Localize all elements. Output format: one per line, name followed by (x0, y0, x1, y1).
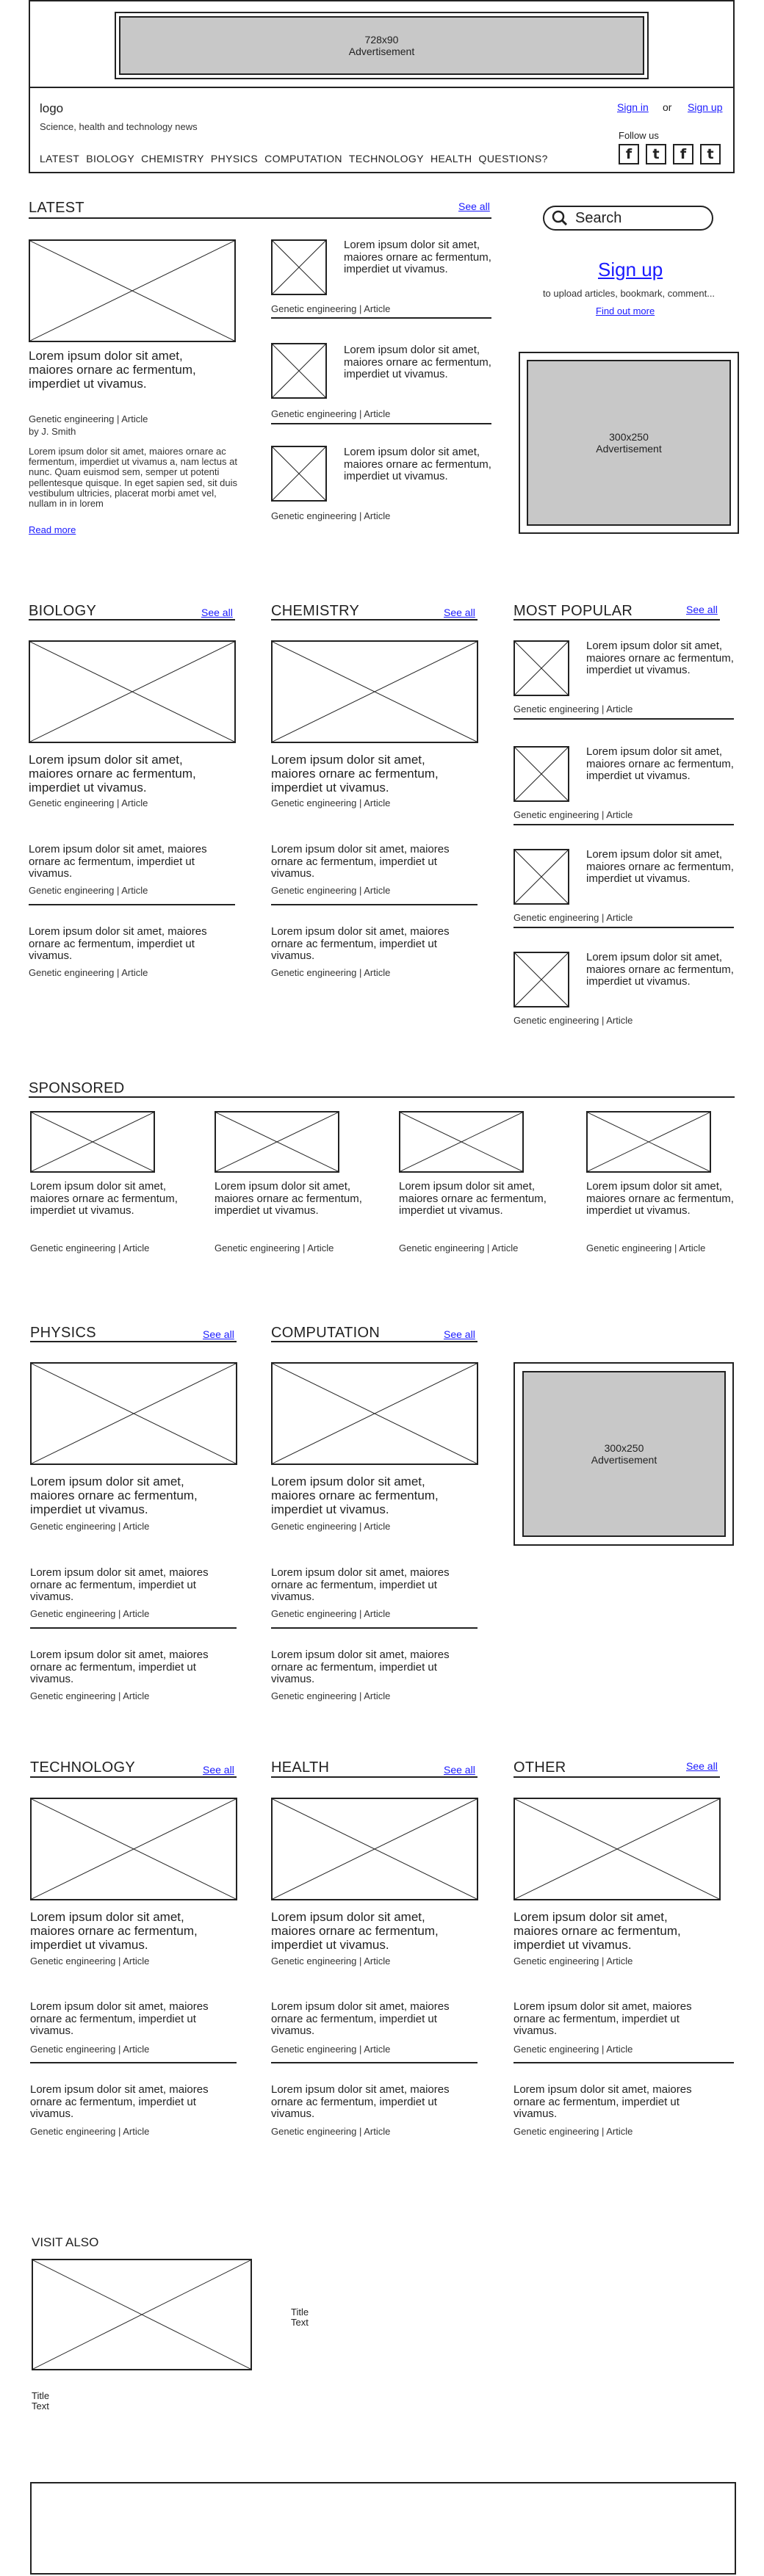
article-title[interactable]: Lorem ipsum dolor sit amet, maiores ornare ac fermentum, imperdiet ut vivamus. (30, 1649, 209, 1685)
ad-size: 728x90 (364, 34, 399, 46)
image-placeholder[interactable] (29, 640, 236, 743)
article-meta: Genetic engineering | Article (271, 510, 391, 521)
article-title[interactable]: Lorem ipsum dolor sit amet, maiores ornare ac fermentum, imperdiet ut vivamus. (30, 2000, 209, 2037)
image-placeholder[interactable] (30, 1798, 237, 1900)
article-meta: Genetic engineering | Article (513, 2126, 633, 2137)
thumbnail[interactable] (271, 343, 327, 399)
section-heading-biology: BIOLOGY (29, 603, 97, 619)
article-meta: Genetic engineering | Article (513, 1015, 633, 1026)
search-icon (552, 210, 568, 226)
divider (513, 824, 734, 825)
section-heading-health: HEALTH (271, 1759, 330, 1776)
see-all-link[interactable]: See all (458, 200, 490, 212)
ad-label: Advertisement (596, 443, 662, 455)
image-placeholder[interactable] (513, 1798, 721, 1900)
article-meta: Genetic engineering | Article (30, 1242, 150, 1253)
sign-up-cta[interactable]: Sign up (598, 258, 663, 281)
article-title[interactable]: Lorem ipsum dolor sit amet, maiores ornare ac fermentum, imperdiet ut vivamus. (344, 239, 491, 275)
visit-also-item[interactable] (32, 2391, 49, 2412)
image-placeholder[interactable] (399, 1111, 524, 1173)
image-placeholder[interactable] (271, 640, 478, 743)
search-box[interactable] (543, 206, 713, 231)
or-text: or (663, 101, 672, 113)
article-title[interactable]: Lorem ipsum dolor sit amet, maiores ornare ac fermentum, imperdiet ut vivamus. (586, 951, 734, 988)
ad-size: 300x250 (604, 1442, 644, 1454)
image-placeholder[interactable] (32, 2259, 252, 2370)
ad-label: Advertisement (348, 46, 415, 57)
article-meta: Genetic engineering | Article (29, 413, 148, 424)
article-title[interactable]: Lorem ipsum dolor sit amet, maiores ornare ac fermentum, imperdiet ut vivamus. (344, 344, 491, 380)
byline: by J. Smith (29, 426, 76, 437)
see-all-link[interactable]: See all (686, 1760, 718, 1772)
divider (513, 2062, 734, 2063)
visit-title: Title (32, 2390, 50, 2401)
article-meta: Genetic engineering | Article (271, 303, 391, 314)
divider (513, 718, 734, 720)
article-meta: Genetic engineering | Article (513, 1955, 633, 1967)
article-meta: Genetic engineering | Article (271, 1608, 391, 1619)
article-meta: Genetic engineering | Article (271, 1521, 391, 1532)
article-title[interactable]: Lorem ipsum dolor sit amet, maiores ornare ac fermentum, imperdiet ut vivamus. (30, 2083, 209, 2120)
divider (29, 904, 235, 905)
section-heading-chemistry: CHEMISTRY (271, 603, 360, 619)
nav-health[interactable]: HEALTH (430, 153, 472, 164)
section-underline (271, 1776, 478, 1778)
excerpt: Lorem ipsum dolor sit amet, maiores ornare ac fermentum, imperdiet ut vivamus a, nam lectus at nunc. Quam euismod sem, semper ut potenti pellentesque quisque. In eget sapien sed, sit duis vestibulum ultricies, placerat morbi amet vel, nullam in in lorem (29, 446, 238, 510)
article-title[interactable]: Lorem ipsum dolor sit amet, maiores ornare ac fermentum, imperdiet ut vivamus. (586, 640, 734, 676)
visit-text: Text (291, 2317, 309, 2328)
facebook-icon[interactable]: f (619, 144, 639, 164)
social-icons (619, 144, 721, 164)
nav-physics[interactable]: PHYSICS (210, 153, 259, 164)
image-placeholder[interactable] (30, 1111, 155, 1173)
article-title[interactable]: Lorem ipsum dolor sit amet, maiores ornare ac fermentum, imperdiet ut vivamus. (586, 745, 734, 782)
headline[interactable]: Lorem ipsum dolor sit amet, maiores ornare ac fermentum, imperdiet ut vivamus. (271, 1910, 439, 1952)
article-meta: Genetic engineering | Article (513, 2044, 633, 2055)
mid-ad[interactable] (522, 1371, 726, 1537)
section-underline (271, 1341, 478, 1342)
divider (271, 317, 491, 319)
logo[interactable]: logo (40, 101, 64, 115)
sign-in-link[interactable]: Sign in (617, 101, 649, 113)
visit-title: Title (291, 2307, 309, 2318)
see-all-link[interactable]: See all (203, 1764, 234, 1776)
article-title[interactable]: Lorem ipsum dolor sit amet, maiores ornare ac fermentum, imperdiet ut vivamus. (271, 1649, 450, 1685)
image-placeholder[interactable] (586, 1111, 711, 1173)
article-title[interactable]: Lorem ipsum dolor sit amet, maiores ornare ac fermentum, imperdiet ut vivamus. (399, 1180, 547, 1217)
article-title[interactable]: Lorem ipsum dolor sit amet, maiores ornare ac fermentum, imperdiet ut vivamus. (586, 848, 734, 885)
article-title[interactable]: Lorem ipsum dolor sit amet, maiores ornare ac fermentum, imperdiet ut vivamus. (215, 1180, 362, 1217)
article-meta: Genetic engineering | Article (30, 2126, 150, 2137)
article-title[interactable]: Lorem ipsum dolor sit amet, maiores ornare ac fermentum, imperdiet ut vivamus. (344, 446, 491, 482)
ad-size: 300x250 (609, 431, 649, 443)
section-heading-most-popular: MOST POPULAR (513, 603, 633, 619)
article-title[interactable]: Lorem ipsum dolor sit amet, maiores ornare ac fermentum, imperdiet ut vivamus. (513, 2000, 692, 2037)
visit-also-item[interactable] (291, 2307, 309, 2328)
follow-us-label: Follow us (619, 130, 659, 141)
divider (271, 2062, 478, 2063)
section-underline (513, 1776, 720, 1778)
section-heading-computation: COMPUTATION (271, 1325, 381, 1341)
article-title[interactable]: Lorem ipsum dolor sit amet, maiores ornare ac fermentum, imperdiet ut vivamus. (271, 843, 450, 880)
headline[interactable]: Lorem ipsum dolor sit amet, maiores ornare ac fermentum, imperdiet ut vivamus. (271, 753, 439, 795)
article-meta: Genetic engineering | Article (513, 703, 633, 714)
headline[interactable]: Lorem ipsum dolor sit amet, maiores ornare ac fermentum, imperdiet ut vivamus. (30, 1475, 198, 1516)
article-title[interactable]: Lorem ipsum dolor sit amet, maiores ornare ac fermentum, imperdiet ut vivamus. (30, 1180, 178, 1217)
nav-computation[interactable]: COMPUTATION (264, 153, 342, 164)
article-title[interactable]: Lorem ipsum dolor sit amet, maiores ornare ac fermentum, imperdiet ut vivamus. (29, 925, 207, 962)
article-meta: Genetic engineering | Article (399, 1242, 519, 1253)
footer (30, 2482, 736, 2575)
article-meta: Genetic engineering | Article (513, 809, 633, 820)
article-meta: Genetic engineering | Article (271, 2126, 391, 2137)
nav-biology[interactable]: BIOLOGY (86, 153, 135, 164)
article-meta: Genetic engineering | Article (586, 1242, 706, 1253)
article-title[interactable]: Lorem ipsum dolor sit amet, maiores ornare ac fermentum, imperdiet ut vivamus. (271, 2083, 450, 2120)
twitter-icon[interactable]: t (646, 144, 666, 164)
main-nav (40, 153, 555, 164)
section-heading-visit-also: VISIT ALSO (32, 2235, 99, 2249)
article-title[interactable]: Lorem ipsum dolor sit amet, maiores ornare ac fermentum, imperdiet ut vivamus. (271, 925, 450, 962)
headline[interactable]: Lorem ipsum dolor sit amet, maiores ornare ac fermentum, imperdiet ut vivamus. (30, 1910, 198, 1952)
read-more-link[interactable]: Read more (29, 524, 76, 535)
find-out-more-link[interactable]: Find out more (596, 305, 655, 316)
divider (271, 1627, 478, 1629)
article-title[interactable]: Lorem ipsum dolor sit amet, maiores ornare ac fermentum, imperdiet ut vivamus. (271, 2000, 450, 2037)
section-underline (30, 1341, 237, 1342)
tumblr-icon[interactable]: t (700, 144, 721, 164)
article-meta: Genetic engineering | Article (30, 1608, 150, 1619)
sign-up-link[interactable]: Sign up (688, 101, 723, 113)
article-meta: Genetic engineering | Article (30, 1690, 150, 1701)
article-title[interactable]: Lorem ipsum dolor sit amet, maiores ornare ac fermentum, imperdiet ut vivamus. (586, 1180, 734, 1217)
article-title[interactable]: Lorem ipsum dolor sit amet, maiores ornare ac fermentum, imperdiet ut vivamus. (271, 1566, 450, 1603)
image-placeholder[interactable] (30, 1362, 237, 1465)
article-meta: Genetic engineering | Article (271, 2044, 391, 2055)
top-ad-banner[interactable] (119, 16, 644, 75)
image-placeholder[interactable] (271, 1362, 478, 1465)
see-all-link[interactable]: See all (686, 604, 718, 615)
divider (271, 904, 478, 905)
article-meta: Genetic engineering | Article (30, 1955, 150, 1967)
headline[interactable]: Lorem ipsum dolor sit amet, maiores ornare ac fermentum, imperdiet ut vivamus. (29, 753, 196, 795)
section-underline (29, 217, 491, 219)
ad-label: Advertisement (591, 1454, 657, 1466)
image-placeholder[interactable] (29, 239, 236, 342)
thumbnail[interactable] (513, 849, 569, 905)
article-meta: Genetic engineering | Article (271, 1690, 391, 1701)
nav-latest[interactable]: LATEST (40, 153, 80, 164)
nav-chemistry[interactable]: CHEMISTRY (141, 153, 204, 164)
article-meta: Genetic engineering | Article (271, 885, 391, 896)
thumbnail[interactable] (513, 952, 569, 1007)
see-all-link[interactable]: See all (203, 1328, 234, 1340)
article-meta: Genetic engineering | Article (271, 408, 391, 419)
article-meta: Genetic engineering | Article (215, 1242, 334, 1253)
headline[interactable]: Lorem ipsum dolor sit amet, maiores ornare ac fermentum, imperdiet ut vivamus. (271, 1475, 439, 1516)
see-all-link[interactable]: See all (444, 1764, 475, 1776)
article-meta: Genetic engineering | Article (271, 797, 391, 808)
see-all-link[interactable]: See all (201, 607, 233, 618)
divider (513, 927, 734, 928)
article-meta: Genetic engineering | Article (29, 885, 148, 896)
article-meta: Genetic engineering | Article (271, 1955, 391, 1967)
headline[interactable]: Lorem ipsum dolor sit amet, maiores ornare ac fermentum, imperdiet ut vivamus. (513, 1910, 681, 1952)
facebook-icon[interactable]: f (673, 144, 693, 164)
section-underline (271, 619, 478, 621)
thumbnail[interactable] (271, 239, 327, 295)
tagline: Science, health and technology news (40, 121, 198, 132)
section-heading-sponsored: SPONSORED (29, 1080, 125, 1096)
section-heading-technology: TECHNOLOGY (30, 1759, 136, 1776)
article-meta: Genetic engineering | Article (30, 1521, 150, 1532)
article-meta: Genetic engineering | Article (513, 912, 633, 923)
article-meta: Genetic engineering | Article (30, 2044, 150, 2055)
nav-questions[interactable]: QUESTIONS? (478, 153, 548, 164)
see-all-link[interactable]: See all (444, 607, 475, 618)
divider (271, 423, 491, 424)
section-heading-latest: LATEST (29, 200, 84, 216)
headline[interactable]: Lorem ipsum dolor sit amet, maiores ornare ac fermentum, imperdiet ut vivamus. (29, 349, 196, 391)
section-underline (30, 1776, 237, 1778)
signup-description: to upload articles, bookmark, comment... (542, 288, 716, 299)
article-meta: Genetic engineering | Article (29, 967, 148, 978)
divider (30, 1627, 237, 1629)
article-meta: Genetic engineering | Article (271, 967, 391, 978)
image-placeholder[interactable] (215, 1111, 339, 1173)
sidebar-ad[interactable] (527, 360, 731, 526)
thumbnail[interactable] (513, 640, 569, 696)
nav-technology[interactable]: TECHNOLOGY (348, 153, 424, 164)
article-title[interactable]: Lorem ipsum dolor sit amet, maiores ornare ac fermentum, imperdiet ut vivamus. (30, 1566, 209, 1603)
section-underline (513, 619, 720, 621)
header-divider (29, 87, 735, 88)
thumbnail[interactable] (513, 746, 569, 802)
see-all-link[interactable]: See all (444, 1328, 475, 1340)
section-underline (29, 1096, 735, 1098)
search-placeholder: Search (575, 209, 622, 226)
section-underline (29, 619, 235, 621)
article-meta: Genetic engineering | Article (29, 797, 148, 808)
image-placeholder[interactable] (271, 1798, 478, 1900)
divider (30, 2062, 237, 2063)
article-title[interactable]: Lorem ipsum dolor sit amet, maiores ornare ac fermentum, imperdiet ut vivamus. (513, 2083, 692, 2120)
section-heading-physics: PHYSICS (30, 1325, 96, 1341)
thumbnail[interactable] (271, 446, 327, 502)
article-title[interactable]: Lorem ipsum dolor sit amet, maiores ornare ac fermentum, imperdiet ut vivamus. (29, 843, 207, 880)
visit-text: Text (32, 2400, 49, 2412)
section-heading-other: OTHER (513, 1759, 566, 1776)
